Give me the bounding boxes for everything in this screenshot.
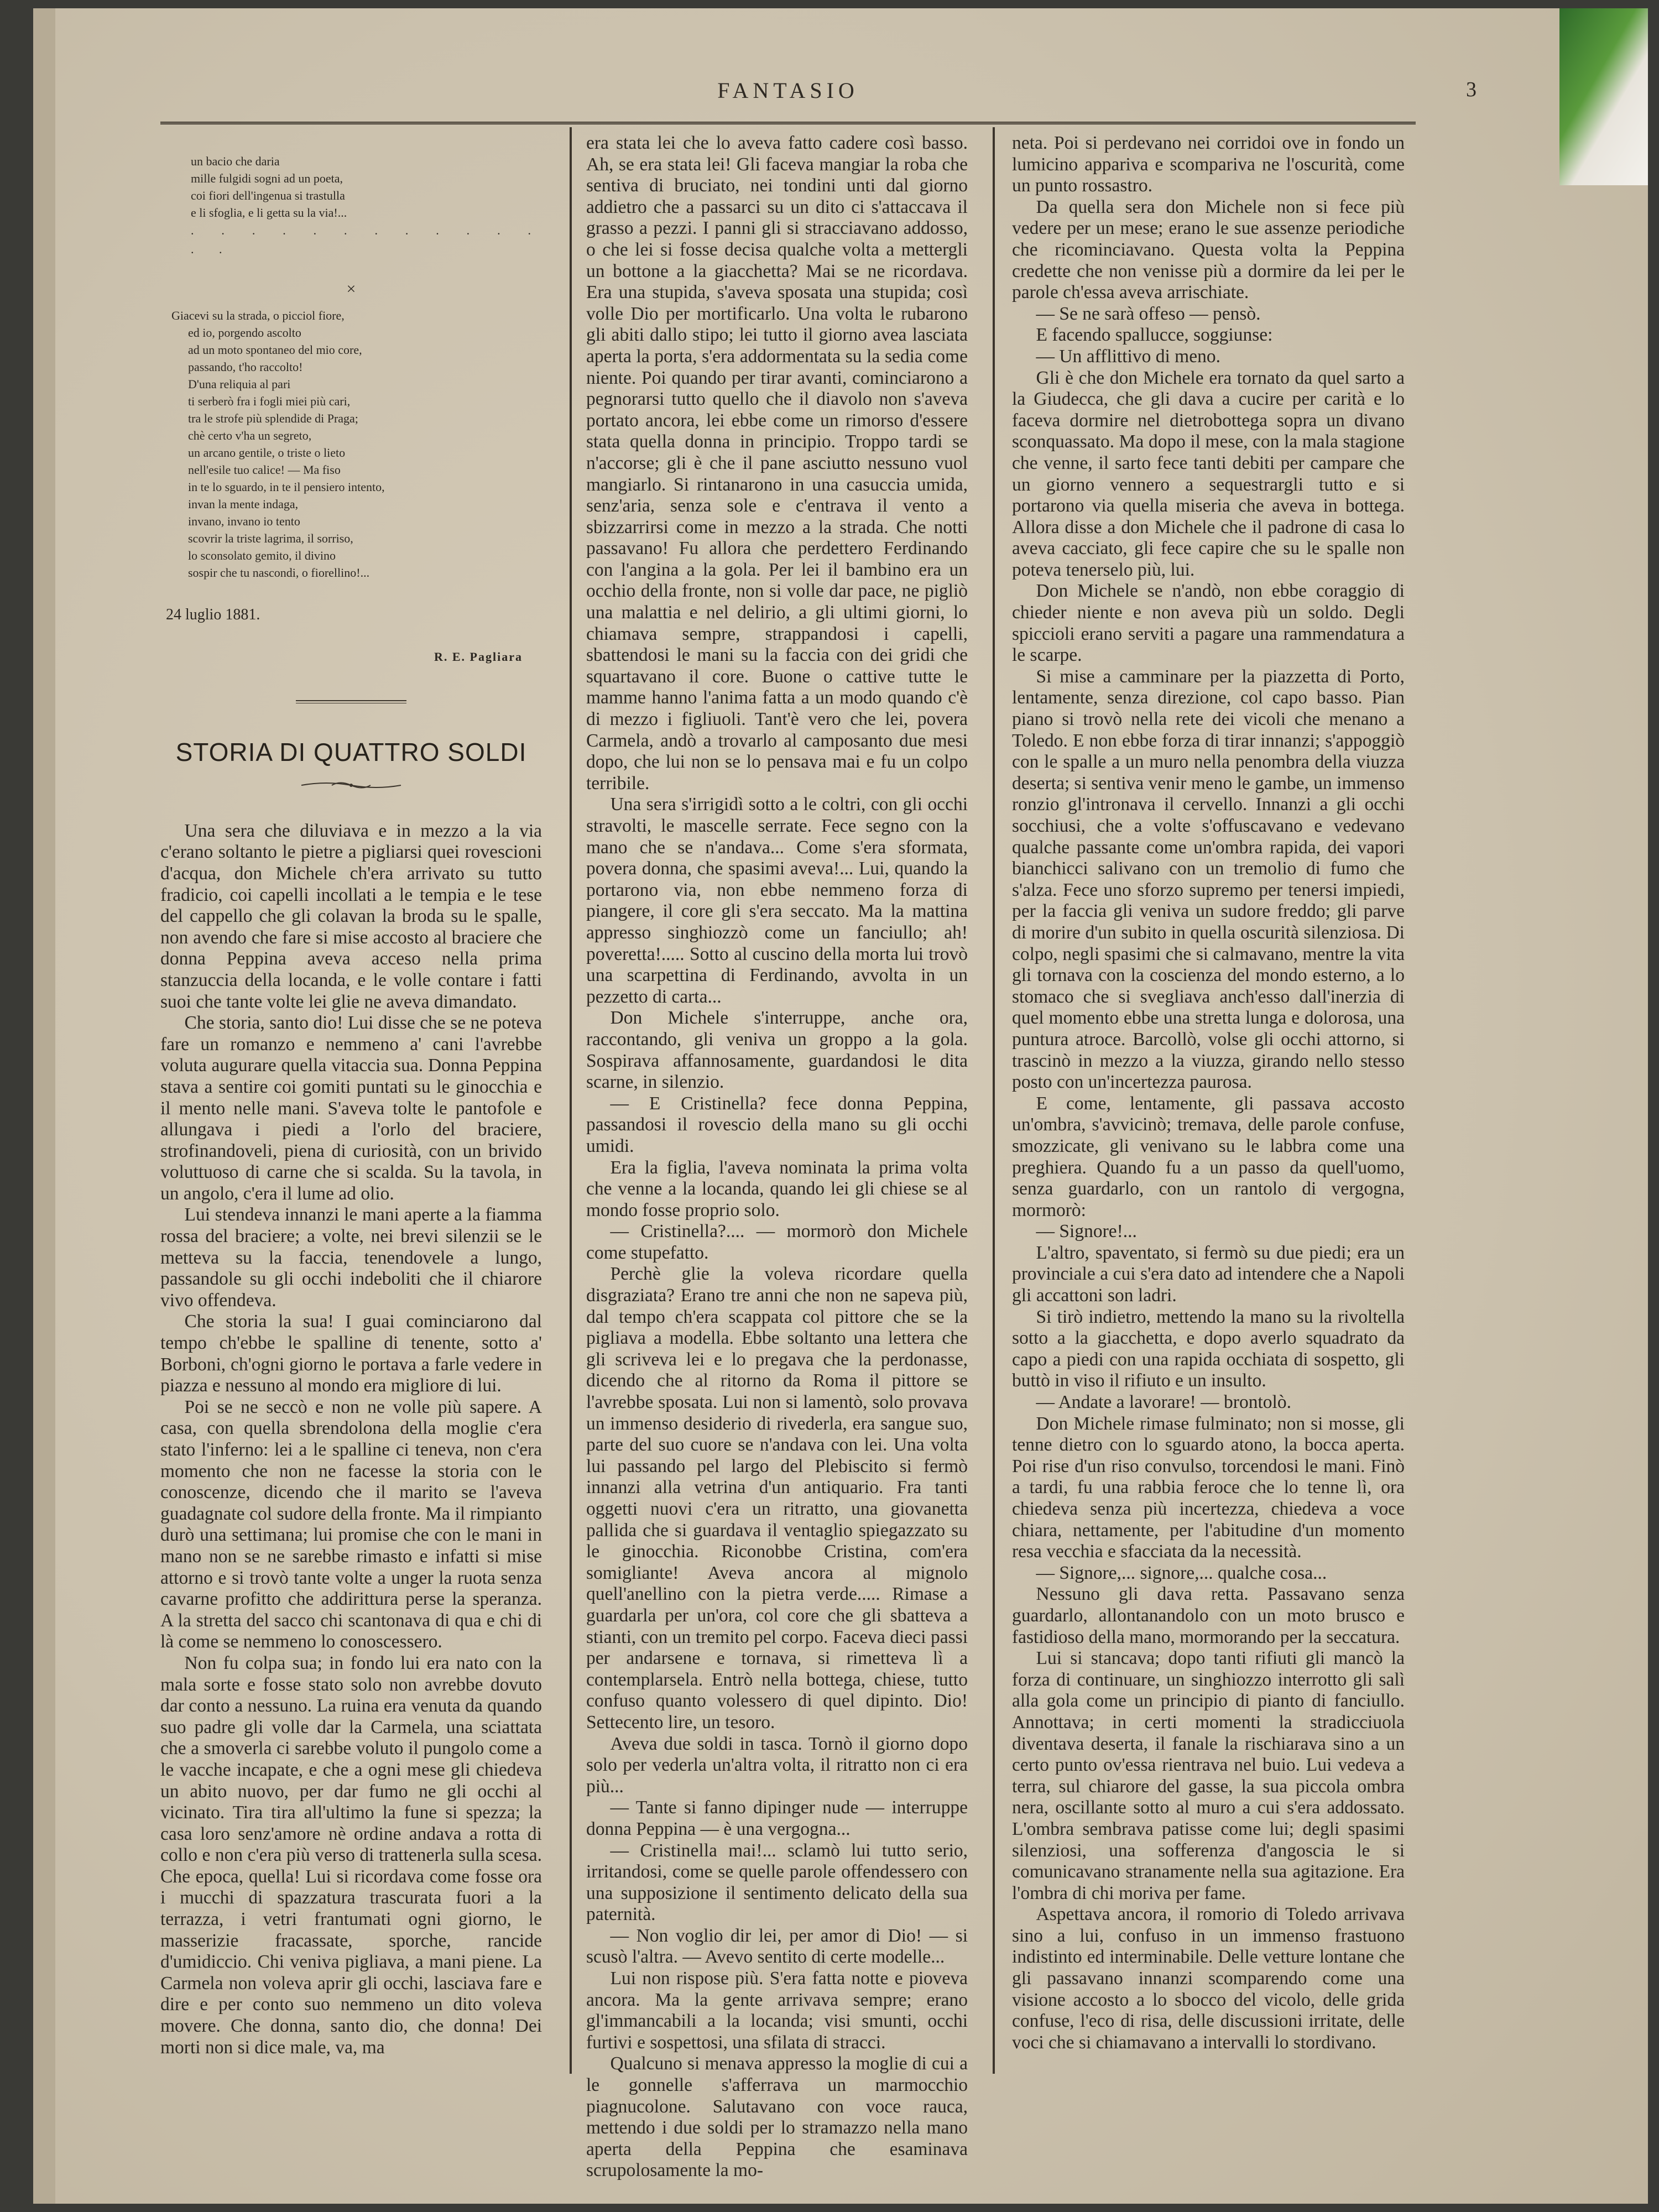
story-paragraph: E facendo spallucce, soggiunse:	[1036, 325, 1273, 346]
story-paragraph: — Cristinella?.... — mormorò don Michele come stupefatto.	[586, 1221, 968, 1263]
ornament-divider	[299, 779, 404, 792]
story-paragraph: Si mise a camminare per la piazzetta di Porto, lentamente, senza direzione, col capo basso. Pian piano si trovò nella rete dei vicoli che menano a Toledo. E non ebbe forza di tirar innanzi; s'appoggiò con le spalle a un muro nella penombra della viuzza deserta; si sentiva venir meno le gambe, un immenso ronzio gl'intronava il cervello. Innanzi a gli occhi socchiusi, che a volte s'offuscavano e vedevano qualche passante come un'ombra rapida, dei vapori bianchicci salivano con un tremolio di fumo che s'alza. Fece uno sforzo supremo per tenersi impiedi, per la faccia gli veniva un sudore freddo; gli parve di morire d'un subito in quella oscurità silenziosa. Di colpo, negli spasimi che si calmavano, mentre la vita gli tornava con la coscienza del mondo esterno, a lo stomaco che si svegliava anch'esso dall'inerzia di quel momento ebbe una stretta lunga e dolorosa, una puntura atroce. Barcollò, volse gli occhi attorno, si trascinò in mezzo a la viuzza, girando nello stesso posto con un'incertezza paurosa.	[1012, 666, 1405, 1093]
page-number: 3	[1466, 78, 1477, 101]
story-paragraph: — E Cristinella? fece donna Peppina, passandosi il rovescio della mano su gli occhi umidi.	[586, 1093, 968, 1156]
poem-line: D'una reliquia al pari	[188, 377, 291, 391]
section-separator	[296, 700, 406, 703]
poem-line: sospir che tu nascondi, o fiorellino!...	[188, 565, 370, 580]
story-paragraph: Qualcuno si menava appresso la moglie di cui a le gonnelle s'afferrava un marmocchio piagnucolone. Salutavano con voce rauca, mettendo i due soldi per lo stramazzo nella mano aperta della Peppina che esaminava scrupolosamente la mo-	[586, 2053, 968, 2181]
story-paragraph: Lui si stancava; dopo tanti rifiuti gli mancò la forza di continuare, un singhiozzo interrotto gli salì alla gola come un principio di pianto di fanciullo. Annottava; in certi momenti la stradicciuola diventava deserta, il fanale la rischiarava sino a un certo punto ov'essa rientrava nel buio. Lui vedeva a terra, sul chiarore del gasse, la sua piccola ombra nera, oscillante sotto al muro a cui s'era addossato. L'ombra sembrava patisse come lui; degli spasimi silenziosi, una sofferenza d'angoscia le si comunicavano stranamente nella sua agitazione. Era l'ombra di chi moriva per fame.	[1012, 1648, 1405, 1903]
story-paragraph: — Tante si fanno dipinger nude — interruppe donna Peppina — è una vergogna...	[586, 1797, 968, 1839]
story-paragraph: neta. Poi si perdevano nei corridoi ove in fondo un lumicino appariva e scompariva ne l'oscurità, come un punto rossastro.	[1012, 133, 1405, 196]
poem-line: chè certo v'ha un segreto,	[188, 428, 312, 442]
story-paragraph: Poi se ne seccò e non ne volle più sapere. A casa, con quella sbrendolona della moglie c'era stato l'inferno: lei a le spalline ci teneva, non c'era momento che non ne facesse la storia con le conoscenze, dicendo che il marito se l'aveva guadagnate col sudore della fronte. Ma il rimpianto durò una settimana; lui promise che con le mani in mano non se ne sarebbe rimasto e infatti si mise attorno e si trovò tante volte a unger la ruota senza cavarne profitto che addirittura perse la speranza. A la stretta del sacco chi scantonava di qua e chi di là come se nemmeno lo conoscessero.	[160, 1396, 542, 1652]
story-paragraph: Don Michele se n'andò, non ebbe coraggio di chieder niente e non aveva più un soldo. Degli spiccioli erano serviti a pagare una rammendatura a le scarpe.	[1012, 581, 1405, 666]
poem-line: mille fulgidi sogni ad un poeta,	[191, 171, 343, 185]
poem-line: tra le strofe più splendide di Praga;	[188, 411, 358, 425]
poem-line: lo sconsolato gemito, il divino	[188, 548, 336, 562]
story-paragraph: Si tirò indietro, mettendo la mano su la rivoltella sotto a la giacchetta, e dopo averlo squadrato da capo a piedi con una rapida occhiata di sospetto, gli buttò in viso il rifiuto e un insulto.	[1012, 1306, 1405, 1391]
story-paragraph: Lui non rispose più. S'era fatta notte e pioveva ancora. Ma la gente arrivava sempre; erano gl'immancabili a la locanda; visi smunti, occhi furtivi e sospettosi, una sfilata di stracci.	[586, 1968, 968, 2053]
story-paragraph: E come, lentamente, gli passava accosto un'ombra, s'avvicinò; tremava, delle parole confuse, smozzicate, gli venivano su le labbra come una preghiera. Quando fu a un passo da quell'uomo, senza guardarlo, con un rantolo di vergogna, mormorò:	[1012, 1093, 1405, 1220]
story-paragraph: Che storia la sua! I guai cominciarono dal tempo ch'ebbe le spalline di tenente, sotto a' Borboni, ch'ogni giorno le portava a farle vedere in piazza e nessuno al mondo era migliore di lui.	[160, 1311, 542, 1396]
page-header	[160, 77, 1477, 124]
poem-line: ed io, porgendo ascolto	[188, 325, 301, 340]
poem-line: in te lo sguardo, in te il pensiero intento,	[188, 479, 385, 494]
column-1	[160, 133, 542, 2096]
column-rule-1	[570, 127, 572, 2074]
poem-stanza-2	[171, 307, 542, 581]
poem-line: invano, invano io tento	[188, 514, 300, 528]
poem-author: R. E. Pagliara	[434, 650, 523, 664]
poem-stanza-1	[191, 153, 542, 221]
story-paragraph: Una sera che diluviava e in mezzo a la via c'erano soltanto le pietre a pigliarsi quei rovescioni d'acqua, don Michele ch'era arrivato su tutto fradicio, coi capelli incollati a le tempia e le tese del cappello che gli colavan la broda su le spalle, non avendo che fare si mise accosto al braciere che donna Peppina aveva acceso nella prima stanzuccia della locanda, e le volle contare i fatti suoi che tante volte lei glie ne aveva dimandato.	[160, 820, 542, 1012]
story-paragraph: Da quella sera don Michele non si fece più vedere per un mese; erano le sue assenze periodiche che ricominciavano. Questa volta la Peppina credette che non venisse più a dormire da lei per le parole ch'essa aveva arrischiate.	[1012, 196, 1405, 303]
poem-line: passando, t'ho raccolto!	[188, 359, 303, 374]
story-paragraph: Che storia, santo dio! Lui disse che se ne poteva fare un romanzo e nemmeno a' cani l'avrebbe voluta augurare quella vitaccia sua. Donna Peppina stava a sentire coi gomiti puntati su le ginocchia e il mento nelle mani. S'aveva tolte le pantofole e allungava i piedi a l'orlo del braciere, strofinandoveli, piena di curiosità, con un brivido voluttuoso di carne che si scalda. Su la tavola, in un angolo, c'era il lume ad olio.	[160, 1013, 542, 1204]
story-paragraph: Don Michele rimase fulminato; non si mosse, gli tenne dietro con lo sguardo atono, la bocca aperta. Poi rise d'un riso convulso, torcendosi le mani. Finò a tardi, fu una rabbia feroce che lo tenne lì, ora chiedeva senza più incertezza, chiedeva a voce chiara, nettamente, per l'abitudine d'un momento resa vecchia e sfacciata da la necessità.	[1012, 1413, 1405, 1562]
story-paragraph: Don Michele s'interruppe, anche ora, raccontando, gli veniva un groppo a la gola. Sospirava affannosamente, guardandosi le dita scarne, in silenzio.	[586, 1008, 968, 1093]
story-paragraph: — Signore!...	[1036, 1221, 1137, 1242]
poem-line: ad un moto spontaneo del mio core,	[188, 342, 362, 357]
story-paragraph: Nessuno gli dava retta. Passavano senza guardarlo, allontanandolo con un moto brusco e fastidioso della mano, mormorando per la seccatura.	[1012, 1584, 1405, 1647]
story-paragraph: — Andate a lavorare! — brontolò.	[1036, 1392, 1291, 1413]
story-paragraph: Gli è che don Michele era tornato da quel sarto a la Giudecca, che gli dava a cucire per carità e lo faceva dormire nel dietrobottega sopra un divano sconquassato. Ma dopo il mese, con la mala stagione che venne, il sarto fece tanti debiti per campare che un giorno vennero a sequestrargli tutto e si portarono via quella miseria che aveva in bottega. Allora disse a don Michele che il padrone di casa lo aveva cacciato, gli fece capire che su le spalle non poteva tenerselo più, lui.	[1012, 367, 1405, 580]
poem-line: nell'esile tuo calice! — Ma fiso	[188, 462, 341, 477]
story-paragraph: — Se ne sarà offeso — pensò.	[1036, 303, 1261, 324]
story-paragraph: — Signore,... signore,... qualche cosa...	[1036, 1562, 1327, 1583]
story-paragraph: Aspettava ancora, il romorio di Toledo arrivava sino a lui, confuso in un immenso frastuono indistinto ed interminabile. Delle vetture lontane che gli passavano innanzi scomparendo come una visione accosto a lo sbocco del vicolo, delle grida confuse, l'eco di risa, delle discussioni irritate, delle voci che si chiamavano a intervalli lo stordivano.	[1012, 1904, 1405, 2053]
poem-ellipsis-dots: . . . . . . . . . . . . . .	[191, 223, 542, 256]
story-paragraph: Era la figlia, l'aveva nominata la prima volta che venne a la locanda, quando lei gli chiese se al mondo fosse proprio solo.	[586, 1157, 968, 1220]
story-paragraph: Non fu colpa sua; in fondo lui era nato con la mala sorte e fosse stato solo non avrebbe dovuto dar conto a nessuno. La ruina era venuta da quando suo padre gli volle dar la Carmela, una sciattata che a smoverla ci sarebbe voluto il pungolo come a le vacche incapate, e che a ogni mese gli chiedeva un abito nuovo, per dar fumo ne gli occhi al vicinato. Tira tira all'ultimo la fune si spezza; la casa loro senz'amore nè ordine andava a rotta di collo e non c'era più verso di trattenerla sulla scesa. Che epoca, quella! Lui si ricordava come fosse ora i mucchi di spazzatura trascurata fuori a la terrazza, i vetri frantumati ogni giorno, le masserizie fracassate, sporche, rancide d'umidiccio. Chi veniva pigliava, a mani piene. La Carmela non voleva aprir gli occhi, lasciava fare e dire e per conto suo nemmeno un dito voleva movere. Che donna, santo dio, che donna! Dei morti non si dice male, va, ma	[160, 1652, 542, 2058]
poem-line: Giacevi su la strada, o picciol fiore,	[171, 308, 345, 322]
poem-line: scovrir la triste lagrima, il sorriso,	[188, 531, 353, 545]
poem-line: coi fiori dell'ingenua si trastulla	[191, 189, 345, 202]
story-title: STORIA DI QUATTRO SOLDI	[175, 737, 527, 766]
story-paragraph: era stata lei che lo aveva fatto cadere così basso. Ah, se era stata lei! Gli faceva mangiar la roba che sentiva di bruciato, nei tondini unti dal giorno addietro che a passarci su un dito ci s'attaccava il grasso a pezzi. I panni gli si stracciavano addosso, o che lei si fosse decisa qualche volta a mettergli un bottone a la giacchetta? Mai se ne ricordava. Era una stupida, s'aveva sposata una stupida; così volle Dio per mortificarlo. Una volta le rubarono gli abiti dallo stipo; lei tutto il giorno avea lasciata aperta la porta, s'era addormentata su la sedia come niente. Poi quando per tirar avanti, cominciarono a pegnorarsi tutto quello che il diavolo non s'aveva portato ancora, lei ebbe come un rimorso d'essere stata quella donna in principio. Troppo tardi se n'accorse; gli è che il pane asciutto nessuno vuol mangiarlo. Si rintanarono in una casuccia umida, senz'aria, senza sole e c'entrava il vento a sbizzarrirsi come in mezzo a la strada. Che notti passavano! Fu allora che perdettero Ferdinando con l'angina a la gola. Per lei il bambino era un occhio della fronte, non si volle dar pace, ne pigliò una malattia e nel delirio, a gli ultimi giorni, lo chiamava sempre, strappandosi i capelli, sbattendosi le mani su la faccia con dei gridi che squartavano il core. Buone o cattive tutte le mamme hanno l'anima fatta a un modo quando c'è di mezzo i figliuoli. Tant'è vero che lei, povera Carmela, andò a trovarlo al camposanto due mesi dopo, che lui non se lo pensava mai e fu un colpo terribile.	[586, 133, 968, 794]
story-paragraph: — Non voglio dir lei, per amor di Dio! — si scusò l'altra. — Avevo sentito di certe modelle...	[586, 1925, 968, 1968]
story-paragraph: Aveva due soldi in tasca. Tornò il giorno dopo solo per vederla un'altra volta, il ritratto non ci era più...	[586, 1733, 968, 1797]
poem-line: ti serberò fra i fogli miei più cari,	[188, 394, 351, 408]
story-paragraph: — Un afflittivo di meno.	[1036, 346, 1220, 367]
story-paragraph: Lui stendeva innanzi le mani aperte a la fiamma rossa del braciere; a volte, nei brevi silenzii se le metteva su la faccia, tenendovele a lungo, passandole su gli occhi indeboliti che il chiarore vivo offendeva.	[160, 1204, 542, 1311]
story-paragraph: Perchè glie la voleva ricordare quella disgraziata? Erano tre anni che non ne sapeva più, dal tempo ch'era scappata col pittore che se la pigliava a modella. Ebbe soltanto una lettera che gli scriveva lei e lo pregava che la perdonasse, dicendo che al ritorno da Roma il pittore se l'avrebbe sposata. Lui non si lamentò, solo provava un immenso desiderio di rivederla, era sangue suo, parte del suo cuore se n'andava con lei. Una volta lui passando pel largo del Plebiscito si fermò innanzi alla vetrina d'un antiquario. Fra tanti oggetti nuovi c'era un ritratto, una giovanetta pallida che si guardava il ventaglio spiegazzato su le ginocchia. Riconobbe Cristina, com'era somigliante! Aveva ancora al mignolo quell'anellino con la pietra verde..... Rimase a guardarla per un'ora, col core che gli sbatteva a stianti, con un tremito pel corpo. Faceva dieci passi per andarsene e tornava, si rimetteva lì a contemplarsela. Entrò nella bottega, chiese, tutto confuso quanto volessero di quel dipinto. Dio! Settecento lire, un tesoro.	[586, 1264, 968, 1733]
publication-title: FANTASIO	[717, 78, 859, 103]
poem-date: 24 luglio 1881.	[166, 606, 260, 623]
poem-line: un bacio che daria	[191, 154, 280, 168]
poem-line: e li sfoglia, e li getta su la via!...	[191, 206, 347, 220]
poem-line: invan la mente indaga,	[188, 497, 299, 511]
story-paragraph: Una sera s'irrigidì sotto a le coltri, con gli occhi stravolti, le mascelle serrate. Fece segno con la mano che se n'andava... Come s'era sformata, povera donna, che spasimi aveva!... Lui, quando la portarono via, non ebbe nemmeno forza di piangere, il core gli s'era seccato. Ma la mattina appresso singhiozzò come un fanciullo; ah! poveretta!..... Sotto al cuscino della morta lui trovò una scarpettina di Ferdinando, avvolta in un pezzetto di carta...	[586, 794, 968, 1007]
poem-divider: ×	[346, 280, 356, 298]
story-paragraph: L'altro, spaventato, si fermò su due piedi; era un provinciale a cui s'era dato ad intendere che a Napoli gli accattoni son ladri.	[1012, 1242, 1405, 1306]
story-paragraph: — Cristinella mai!... sclamò lui tutto serio, irritandosi, come se quelle parole offendessero con una supposizione il sentimento delicato della sua paternità.	[586, 1840, 968, 1925]
column-3	[1012, 133, 1405, 2096]
green-object-corner	[1559, 8, 1648, 185]
column-2	[586, 133, 968, 2181]
column-rule-2	[993, 127, 995, 2074]
poem-line: un arcano gentile, o triste o lieto	[188, 445, 346, 460]
